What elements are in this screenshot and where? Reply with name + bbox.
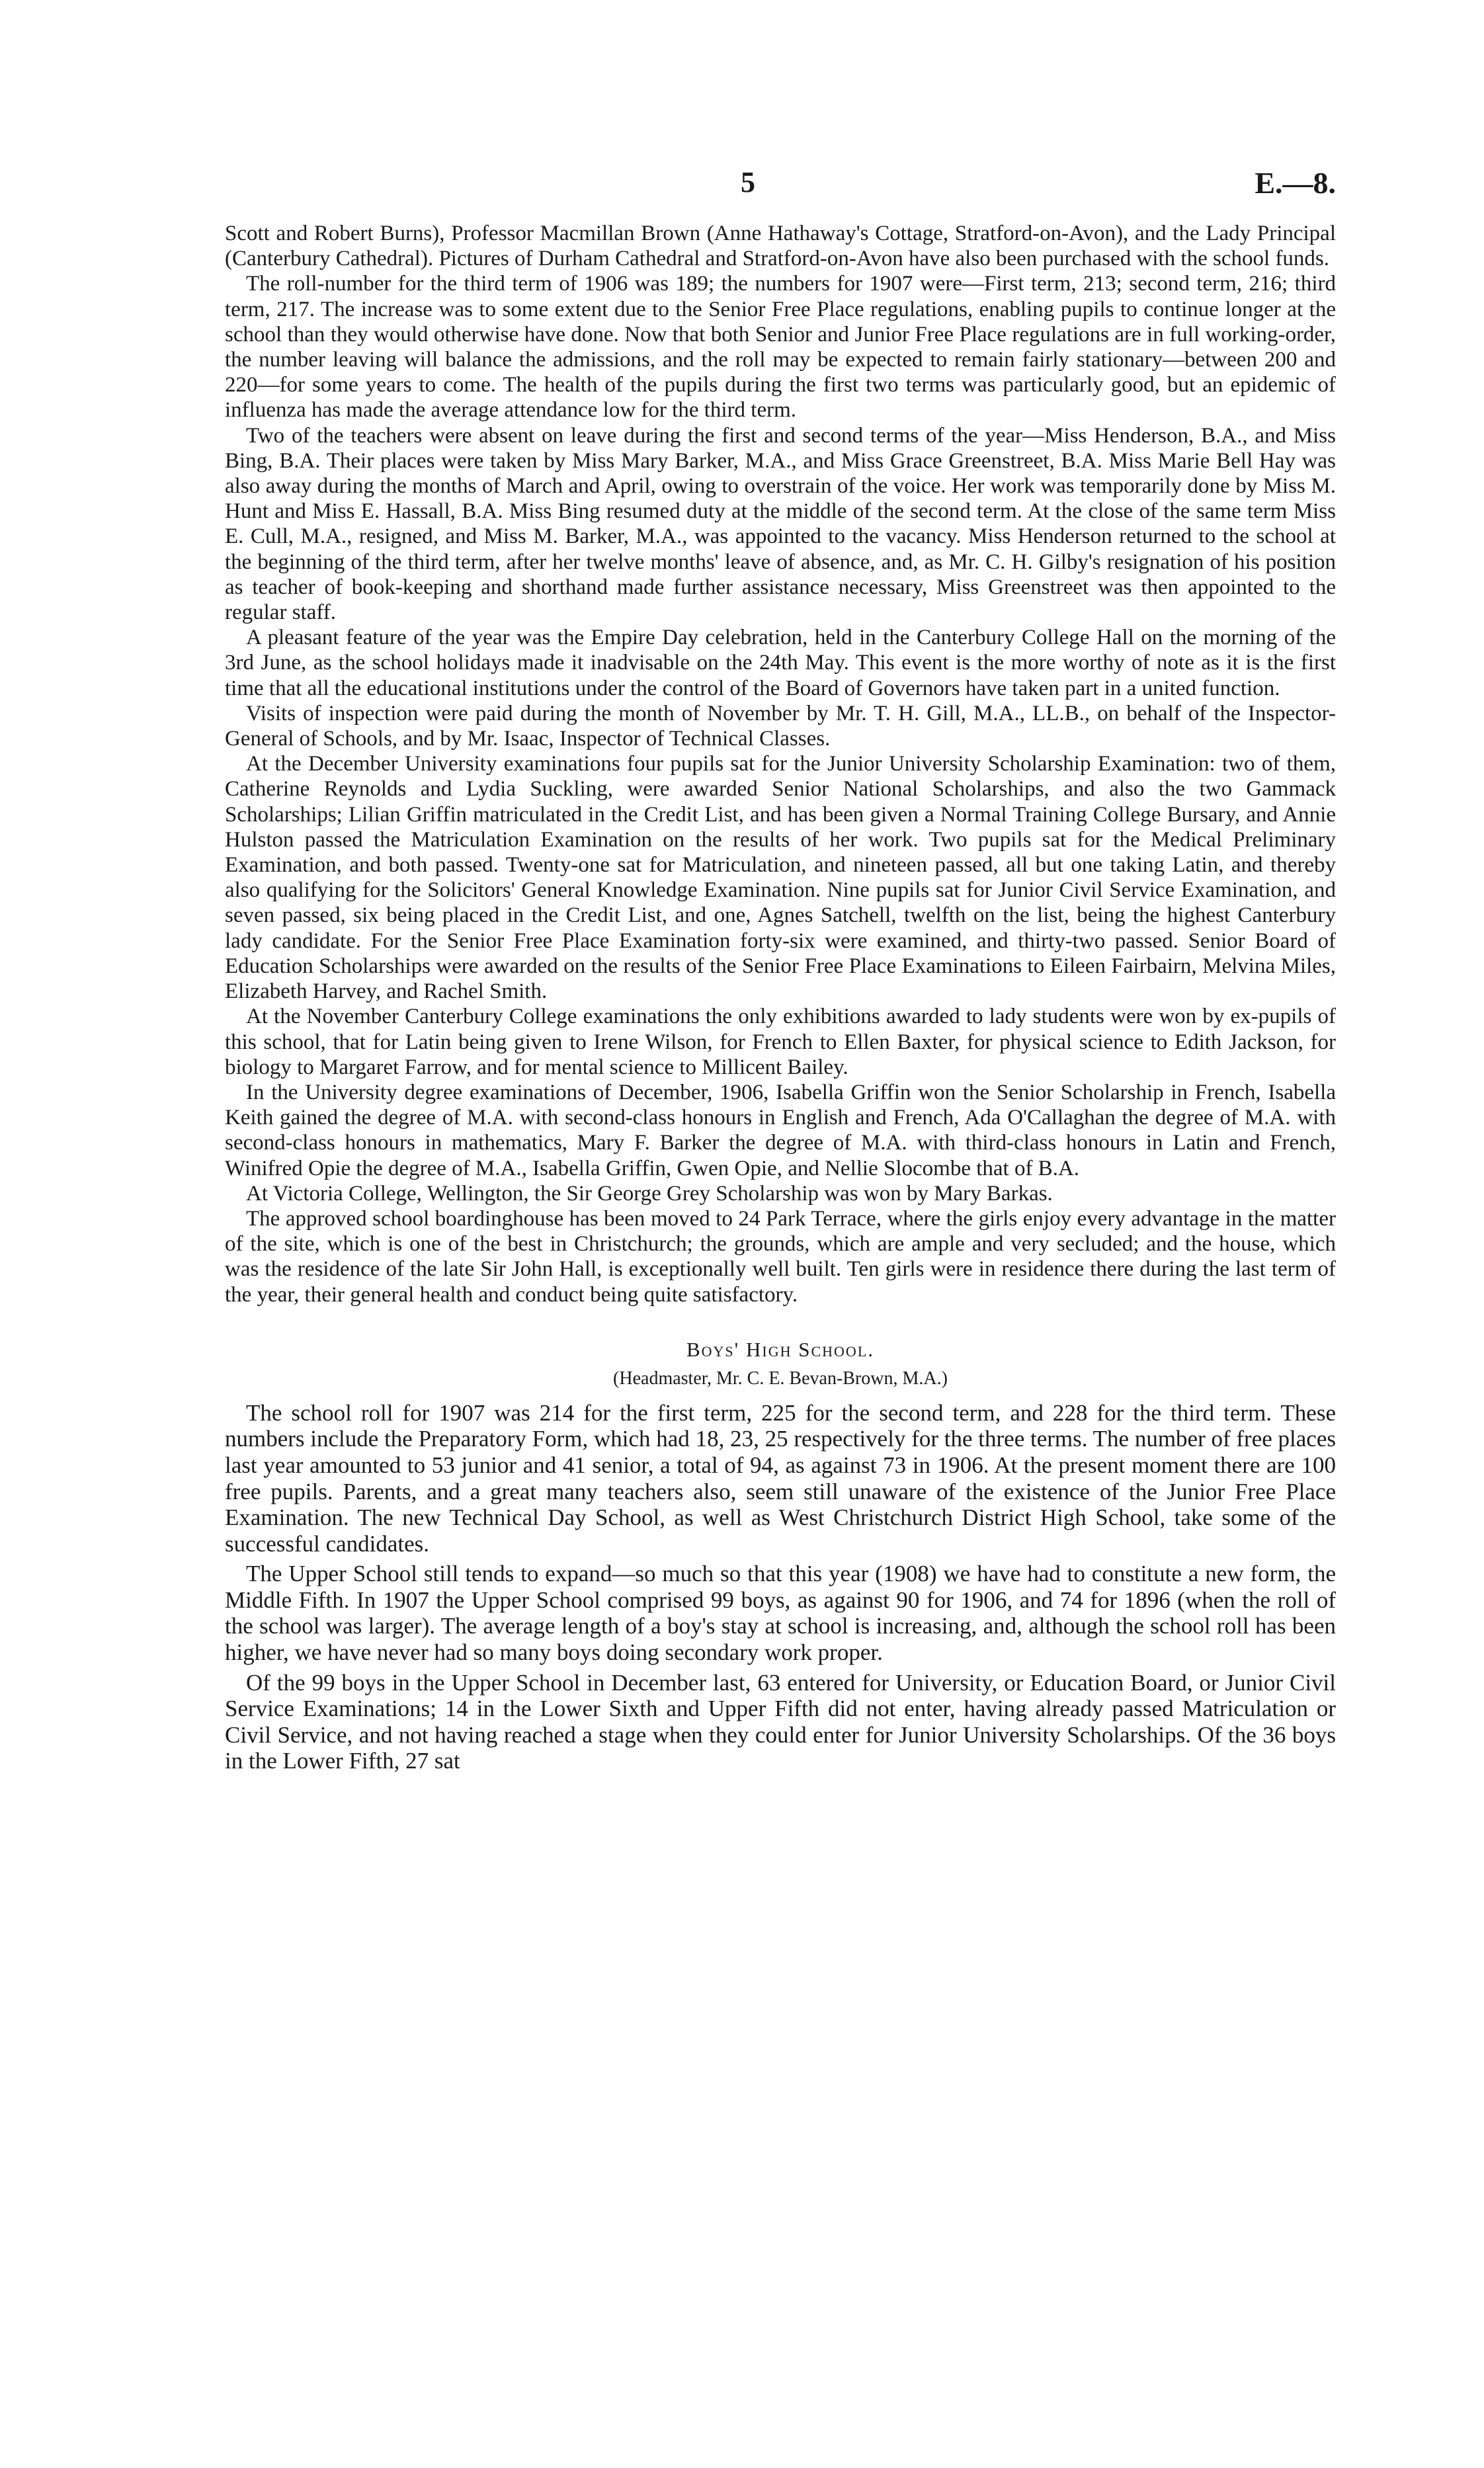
boys-high-school-section (225, 1338, 1336, 1774)
paragraph: The approved school boardinghouse has been moved to 24 Park Terrace, where the girls enjoy every advantage in the matter of the site, which is one of the best in Christchurch; the grounds, which are ample and very secluded; and the house, which was the residence of the late Sir John Hall, is exceptionally well built. Ten girls were in residence there during the last term of the year, their general health and conduct being quite satisfactory. (225, 1206, 1336, 1307)
paragraph: At Victoria College, Wellington, the Sir George Grey Scholarship was won by Mary Barkas. (246, 1181, 1053, 1206)
paragraph: A pleasant feature of the year was the Empire Day celebration, held in the Canterbury College Hall on the morning of the 3rd June, as the school holidays made it inadvisable on the 24th May. This event is the more worthy of note as it is the first time that all the educational institutions under the control of the Board of Governors have taken part in a united function. (225, 626, 1336, 700)
paragraph: The school roll for 1907 was 214 for the first term, 225 for the second term, and 228 for the third term. These numbers include the Preparatory Form, which had 18, 23, 25 respectively for the three terms. The number of free places last year amounted to 53 junior and 41 senior, a total of 94, as against 73 in 1906. At the present moment there are 100 free pupils. Parents, and a great many teachers also, seem still unaware of the existence of the Junior Free Place Examination. The new Technical Day School, as well as West Christchurch District High School, take some of the successful candidates. (225, 1399, 1336, 1557)
section-heading: Boys' High School. (686, 1337, 875, 1361)
girls-high-school-section (225, 221, 1336, 1307)
paragraph: Scott and Robert Burns), Professor Macmillan Brown (Anne Hathaway's Cottage, Stratford-on-Avon), and the Lady Principal (Canterbury Cathedral). Pictures of Durham Cathedral and Stratford-on-Avon have also been purchased with the school funds. (225, 222, 1336, 271)
paragraph: The Upper School still tends to expand—so much so that this year (1908) we have had to constitute a new form, the Middle Fifth. In 1907 the Upper School comprised 99 boys, as against 90 for 1906, and 74 for 1896 (when the roll of the school was larger). The average length of a boy's stay at school is increasing, and, although the school roll has been higher, we have never had so many boys doing secondary work proper. (225, 1561, 1336, 1666)
paragraph: In the University degree examinations of December, 1906, Isabella Griffin won the Senior Scholarship in French, Isabella Keith gained the degree of M.A. with second-class honours in English and French, Ada O'Callaghan the degree of M.A. with second-class honours in mathematics, Mary F. Barker the degree of M.A. with third-class honours in Latin and French, Winifred Opie the degree of M.A., Isabella Griffin, Gwen Opie, and Nellie Slocombe that of B.A. (225, 1080, 1336, 1180)
document-page (225, 165, 1336, 1774)
paragraph: Visits of inspection were paid during the month of November by Mr. T. H. Gill, M.A., LL.B., on behalf of the Inspector-General of Schools, and by Mr. Isaac, Inspector of Technical Classes. (225, 701, 1336, 751)
paragraph: Two of the teachers were absent on leave during the first and second terms of the year—Miss Henderson, B.A., and Miss Bing, B.A. Their places were taken by Miss Mary Barker, M.A., and Miss Grace Greenstreet, B.A. Miss Marie Bell Hay was also away during the months of March and April, owing to overstrain of the voice. Her work was temporarily done by Miss M. Hunt and Miss E. Hassall, B.A. Miss Bing resumed duty at the middle of the second term. At the close of the same term Miss E. Cull, M.A., resigned, and Miss M. Barker, M.A., was appointed to the vacancy. Miss Henderson returned to the school at the beginning of the third term, after her twelve months' leave of absence, and, as Mr. C. H. Gilby's resignation of his position as teacher of book-keeping and shorthand made further assistance necessary, Miss Greenstreet was then appointed to the regular staff. (225, 423, 1336, 625)
paragraph: At the December University examinations four pupils sat for the Junior University Scholarship Examination: two of them, Catherine Reynolds and Lydia Suckling, were awarded Senior National Scholarships, and also the two Gammack Scholarships; Lilian Griffin matriculated in the Credit List, and has been given a Normal Training College Bursary, and Annie Hulston passed the Matriculation Examination on the results of her work. Two pupils sat for the Medical Preliminary Examination, and both passed. Twenty-one sat for Matriculation, and nineteen passed, all but one taking Latin, and thereby also qualifying for the Solicitors' General Knowledge Examination. Nine pupils sat for Junior Civil Service Examination, and seven passed, six being placed in the Credit List, and one, Agnes Satchell, twelfth on the list, being the highest Canterbury lady candidate. For the Senior Free Place Examination forty-six were examined, and thirty-two passed. Senior Board of Education Scholarships were awarded on the results of the Senior Free Place Examinations to Eileen Fairbairn, Melvina Miles, Elizabeth Harvey, and Rachel Smith. (225, 752, 1336, 1004)
page-header (225, 165, 1336, 221)
page-number: 5 (741, 166, 755, 198)
document-reference: E.—8. (1255, 166, 1336, 200)
paragraph: The roll-number for the third term of 1906 was 189; the numbers for 1907 were—First term, 213; second term, 216; third term, 217. The increase was to some extent due to the Senior Free Place regulations, enabling pupils to continue longer at the school than they would otherwise have done. Now that both Senior and Junior Free Place regulations are in full working-order, the number leaving will balance the admissions, and the roll may be expected to remain fairly stationary—between 200 and 220—for some years to come. The health of the pupils during the first two terms was particularly good, but an epidemic of influenza has made the average attendance low for the third term. (225, 272, 1336, 423)
paragraph: Of the 99 boys in the Upper School in December last, 63 entered for University, or Education Board, or Junior Civil Service Examinations; 14 in the Lower Sixth and Upper Fifth did not enter, having already passed Matriculation or Civil Service, and not having reached a stage when they could enter for Junior University Scholarships. Of the 36 boys in the Lower Fifth, 27 sat (225, 1669, 1336, 1774)
section-subheading: (Headmaster, Mr. C. E. Bevan-Brown, M.A.) (613, 1368, 948, 1389)
paragraph: At the November Canterbury College examinations the only exhibitions awarded to lady students were won by ex-pupils of this school, that for Latin being given to Irene Wilson, for French to Ellen Baxter, for physical science to Edith Jackson, for biology to Margaret Farrow, and for mental science to Millicent Bailey. (225, 1005, 1336, 1079)
